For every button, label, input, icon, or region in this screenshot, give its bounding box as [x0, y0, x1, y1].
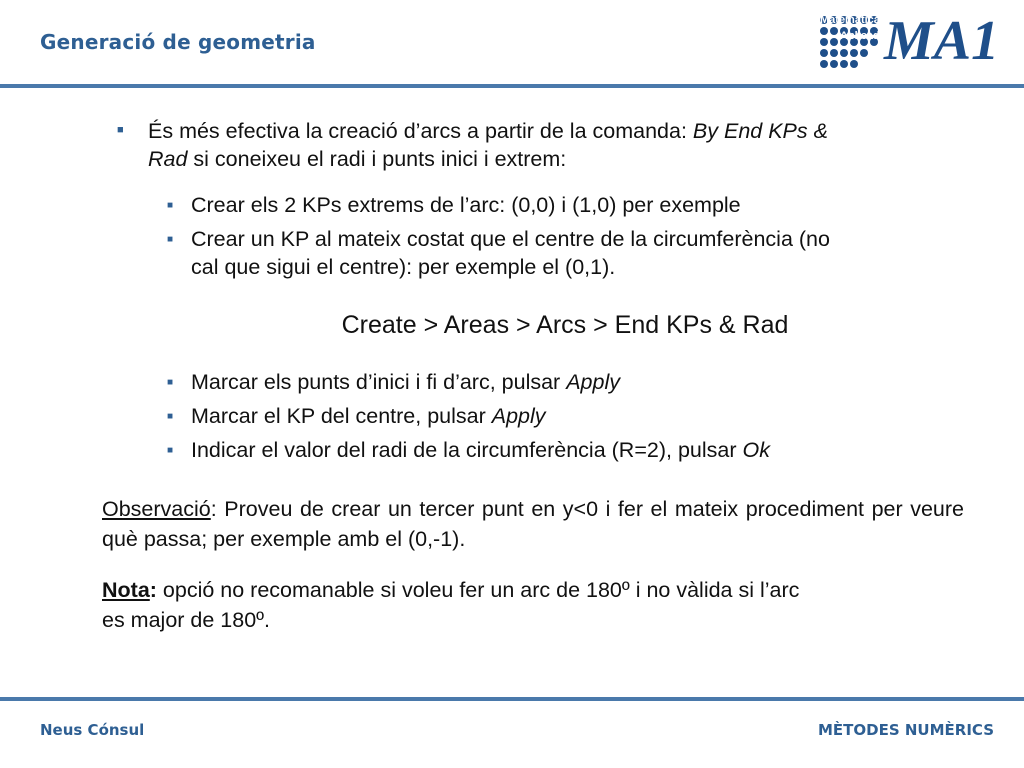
- bullet-main: És més efectiva la creació d’arcs a partir de la comanda: By End KPs & Rad si coneixeu el radi i punts inici i extrem:: [148, 119, 828, 171]
- footer-course: MÈTODES NUMÈRICS: [817, 721, 994, 739]
- page-title: Generació de geometria: [40, 30, 316, 54]
- square-bullet-icon: ■: [167, 234, 174, 245]
- logo-mark: MA1: [884, 10, 1000, 72]
- list-item: Indicar el valor del radi de la circumferència (R=2), pulsar Ok: [191, 438, 770, 462]
- logo-text-line1: Matemàtica: [820, 14, 880, 26]
- note-paragraph: Nota: opció no recomanable si voleu fer un arc de 180º i no vàlida si l’arc es major de 180º.: [102, 578, 800, 632]
- list-item: Marcar el KP del centre, pulsar Apply: [191, 404, 546, 428]
- square-bullet-icon: ■: [167, 411, 174, 422]
- square-bullet-icon: ■: [167, 200, 174, 211]
- list-item: Crear un KP al mateix costat que el centre de la circumferència (no cal que sigui el centre): per exemple el (0,1).: [191, 227, 830, 279]
- footer-divider: [0, 697, 1024, 701]
- square-bullet-icon: ■: [167, 377, 174, 388]
- footer-author: Neus Cónsul: [40, 721, 145, 739]
- observation-paragraph: Observació: Proveu de crear un tercer punt en y<0 i fer el mateix procediment per veure què passa; per exemple amb el (0,-1).: [102, 497, 964, 551]
- list-item: Crear els 2 KPs extrems de l’arc: (0,0) i (1,0) per exemple: [191, 193, 741, 217]
- logo-text-line2: Aplicada: [840, 30, 886, 42]
- square-bullet-icon: ■: [117, 124, 124, 136]
- menu-path: Create > Areas > Arcs > End KPs & Rad: [341, 311, 789, 339]
- list-item: Marcar els punts d’inici i fi d’arc, pulsar Apply: [191, 370, 620, 394]
- square-bullet-icon: ■: [167, 445, 174, 456]
